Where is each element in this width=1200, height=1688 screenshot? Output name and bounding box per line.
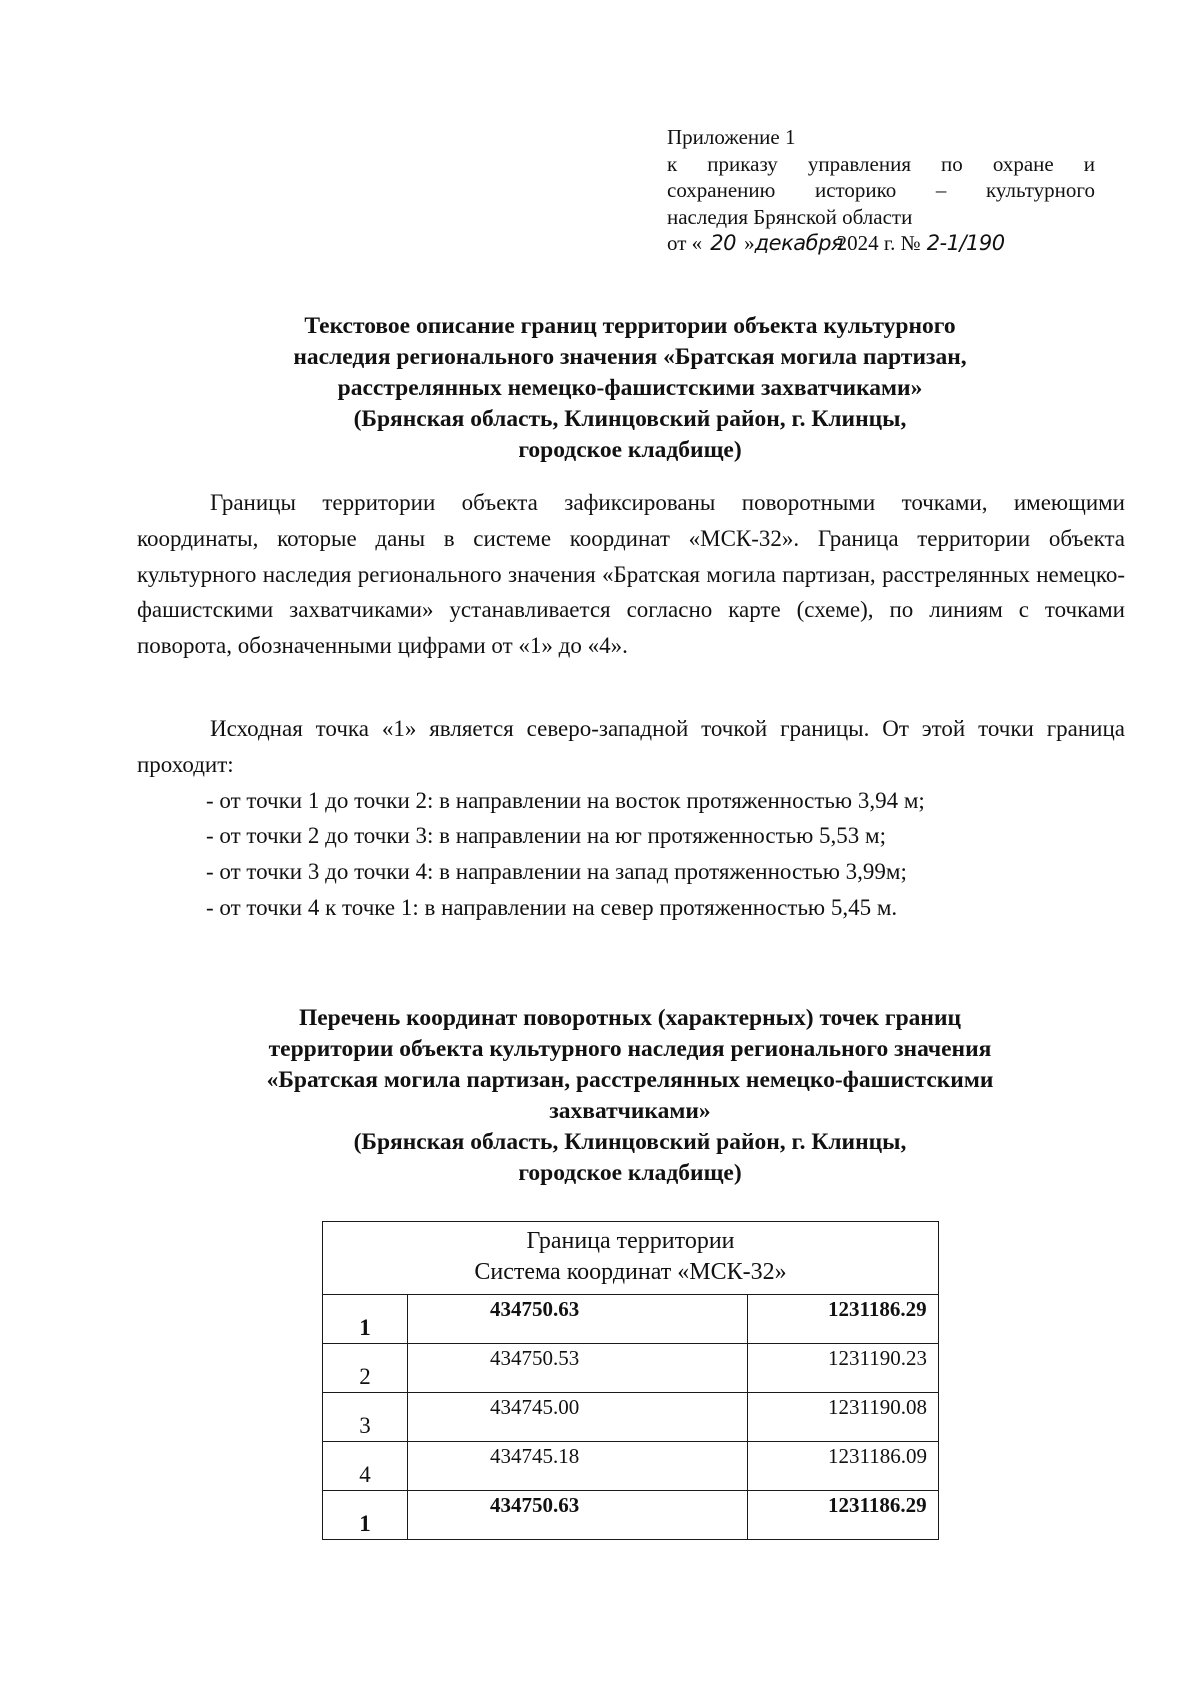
- coordinate-x: 434750.53: [408, 1344, 748, 1393]
- heading2-line-2: территории объекта культурного наследия регионального значения: [268, 1036, 992, 1062]
- heading1-line-1: Текстовое описание границ территории объекта культурного: [304, 313, 956, 339]
- heading2-line-6: городское кладбище): [518, 1160, 742, 1186]
- table-caption-row: [323, 1222, 939, 1295]
- list-item: - от точки 4 к точке 1: в направлении на север протяженностью 5,45 м.: [206, 894, 898, 920]
- point-number: 1: [323, 1491, 408, 1540]
- table-row: [323, 1393, 939, 1442]
- point-number: 2: [323, 1344, 408, 1393]
- coordinate-y: 1231186.29: [748, 1491, 939, 1540]
- appendix-block: [667, 124, 1095, 257]
- appendix-title: Приложение 1: [667, 125, 796, 149]
- paragraph-block-1: [137, 485, 1125, 664]
- heading1-line-4: (Брянская область, Клинцовский район, г. Клинцы,: [353, 406, 907, 432]
- heading1-line-2: наследия регионального значения «Братская могила партизан,: [293, 344, 967, 370]
- heading2-line-1: Перечень координат поворотных (характерных) точек границ: [298, 1005, 962, 1031]
- coordinate-x: 434745.00: [408, 1393, 748, 1442]
- table-row: [323, 1491, 939, 1540]
- section-heading-description: [130, 311, 1130, 466]
- coordinate-x: 434745.18: [408, 1442, 748, 1491]
- paragraph-2: Исходная точка «1» является северо-западной точкой границы. От этой точки граница проходит:: [137, 716, 1125, 777]
- coordinates-table: [322, 1221, 939, 1540]
- section-heading-coordinates: [130, 1003, 1130, 1189]
- date-year: 2024 г. №: [836, 231, 921, 255]
- table-row: [323, 1442, 939, 1491]
- coordinate-y: 1231186.29: [748, 1295, 939, 1344]
- handwritten-order-number: 2-1/190: [926, 231, 1005, 255]
- date-prefix: от «: [667, 231, 703, 255]
- coordinate-x: 434750.63: [408, 1295, 748, 1344]
- coordinate-x: 434750.63: [408, 1491, 748, 1540]
- appendix-line-3: наследия Брянской области: [667, 204, 913, 229]
- handwritten-day: 20: [710, 231, 737, 255]
- heading2-line-5: (Брянская область, Клинцовский район, г. Клинцы,: [353, 1129, 907, 1155]
- coordinate-y: 1231190.08: [748, 1393, 939, 1442]
- heading1-line-3: расстрелянных немецко-фашистскими захватчиками»: [337, 375, 923, 401]
- coordinate-y: 1231190.23: [748, 1344, 939, 1393]
- table-row: [323, 1344, 939, 1393]
- list-item: - от точки 2 до точки 3: в направлении на юг протяженностью 5,53 м;: [206, 823, 886, 849]
- coordinate-y: 1231186.09: [748, 1442, 939, 1491]
- point-number: 4: [323, 1442, 408, 1491]
- heading2-line-4: захватчиками»: [549, 1098, 711, 1124]
- paragraph-block-2: [137, 711, 1125, 926]
- list-item: - от точки 3 до точки 4: в направлении на запад протяженностью 3,99м;: [206, 859, 907, 885]
- table-caption-line-2: Система координат «МСК-32»: [474, 1259, 787, 1285]
- appendix-line-1: к приказу управления по охране и: [667, 151, 1095, 176]
- point-number: 1: [323, 1295, 408, 1344]
- list-item: - от точки 1 до точки 2: в направлении на восток протяженностью 3,94 м;: [206, 787, 925, 813]
- table-caption-line-1: Граница территории: [526, 1228, 735, 1254]
- paragraph-1: Границы территории объекта зафиксированы поворотными точками, имеющими координаты, которые даны в системе координат «МСК-32». Граница территории объекта культурного наследия регионального значения «Братская могила партизан, расстрелянных немецко-фашистскими захватчиками» устанавливается согласно карте (схеме), по линиям с точками поворота, обозначенными цифрами от «1» до «4».: [137, 490, 1125, 659]
- handwritten-month: декабря: [754, 231, 844, 255]
- date-mid: »: [744, 231, 755, 255]
- order-date-line: [667, 230, 1095, 257]
- appendix-line-2: сохранению историко – культурного: [667, 178, 1095, 202]
- table-row: [323, 1295, 939, 1344]
- heading2-line-3: «Братская могила партизан, расстрелянных немецко-фашистскими: [266, 1067, 994, 1093]
- table-caption: [323, 1222, 939, 1295]
- boundary-segments-list: [137, 783, 1125, 926]
- point-number: 3: [323, 1393, 408, 1442]
- heading1-line-5: городское кладбище): [518, 437, 742, 463]
